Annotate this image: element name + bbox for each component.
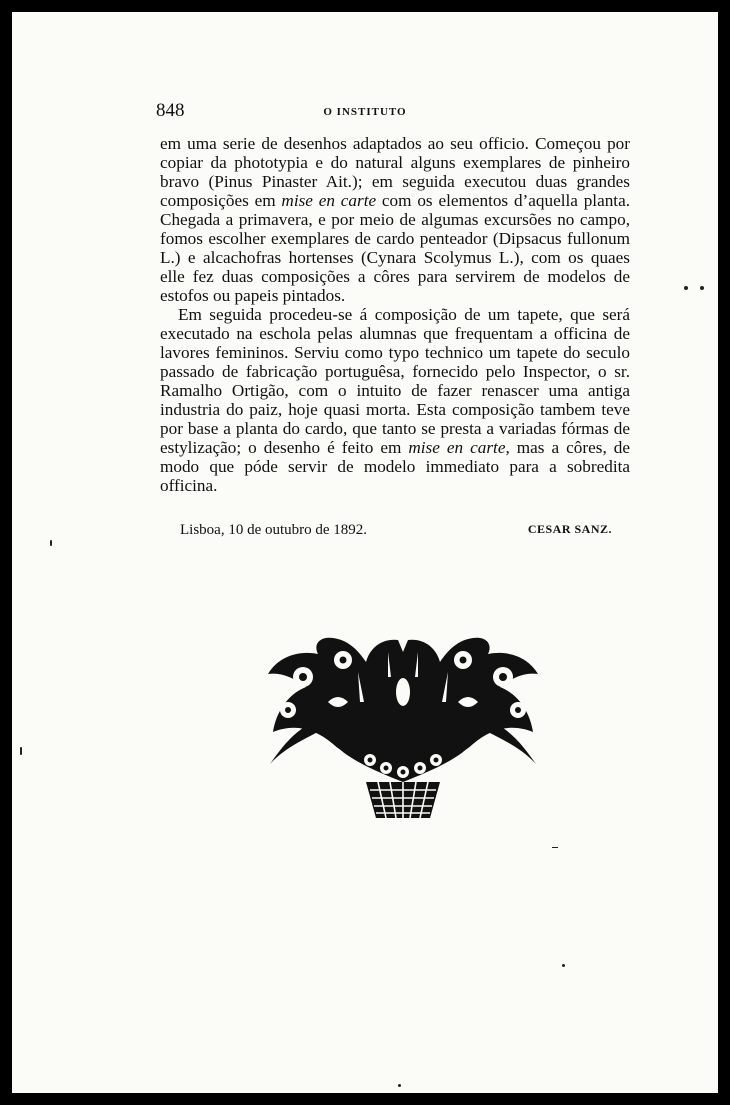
flower-basket-icon: [258, 632, 548, 824]
page-number: 848: [156, 100, 185, 121]
page: [12, 12, 718, 1093]
paragraph-2-text-a: Em seguida procedeu-se á composição de um tapete, que será executado na eschola pelas alumnas que frequentam a officina de lavores femininos. Serviu como typo technico um tapete do seculo passado de fabricação portuguêsa, fornecido pelo Inspector, o sr. Ramalho Ortigão, com o intuito de fazer renascer uma antiga industria do paiz, hoje quasi morta. Esta composição tambem teve por base a planta do cardo, que tanto se presta a variadas fórmas de estylização; o desenho é feito em: [160, 305, 630, 457]
paragraph-2-text-b: mas a côres, de modo que póde servir de modelo immediato para a sobredita officina.: [160, 438, 630, 495]
speck: [50, 540, 52, 546]
speck: [562, 964, 565, 967]
paragraph-1-italic: mise en carte: [281, 191, 377, 210]
place-date: Lisboa, 10 de outubro de 1892.: [180, 522, 368, 538]
speck: [700, 286, 704, 290]
speck: [552, 847, 558, 848]
speck: [684, 286, 688, 290]
body-text: [160, 134, 630, 495]
speck: [398, 1084, 401, 1087]
paragraph-1-text-b: com os elementos d’aquella planta. Chegada a primavera, e por meio de algumas excursões no campo, fomos escolher exemplares de cardo penteador (Dipsacus fullonum L.) e alcachofras hortenses (Cynara Scolymus L.), com os quaes elle fez duas composições a côres para servirem de modelos de estofos ou papeis pintados.: [160, 191, 630, 305]
page-header: [12, 100, 718, 130]
author-name: CESAR SANZ.: [527, 522, 612, 536]
speck: [20, 747, 22, 755]
signature-line: [180, 522, 612, 544]
paragraph-1-text-a: em uma serie de desenhos adaptados ao seu officio. Começou por copiar da phototypia e do natural alguns exemplares de pinheiro bravo (Pinus Pinaster Ait.); em seguida executou duas grandes composições em: [160, 134, 630, 210]
paragraph-2-italic: mise en carte,: [408, 438, 510, 457]
paragraph-1: [160, 134, 630, 305]
paragraph-2: [160, 305, 630, 495]
running-title: O INSTITUTO: [323, 106, 407, 118]
